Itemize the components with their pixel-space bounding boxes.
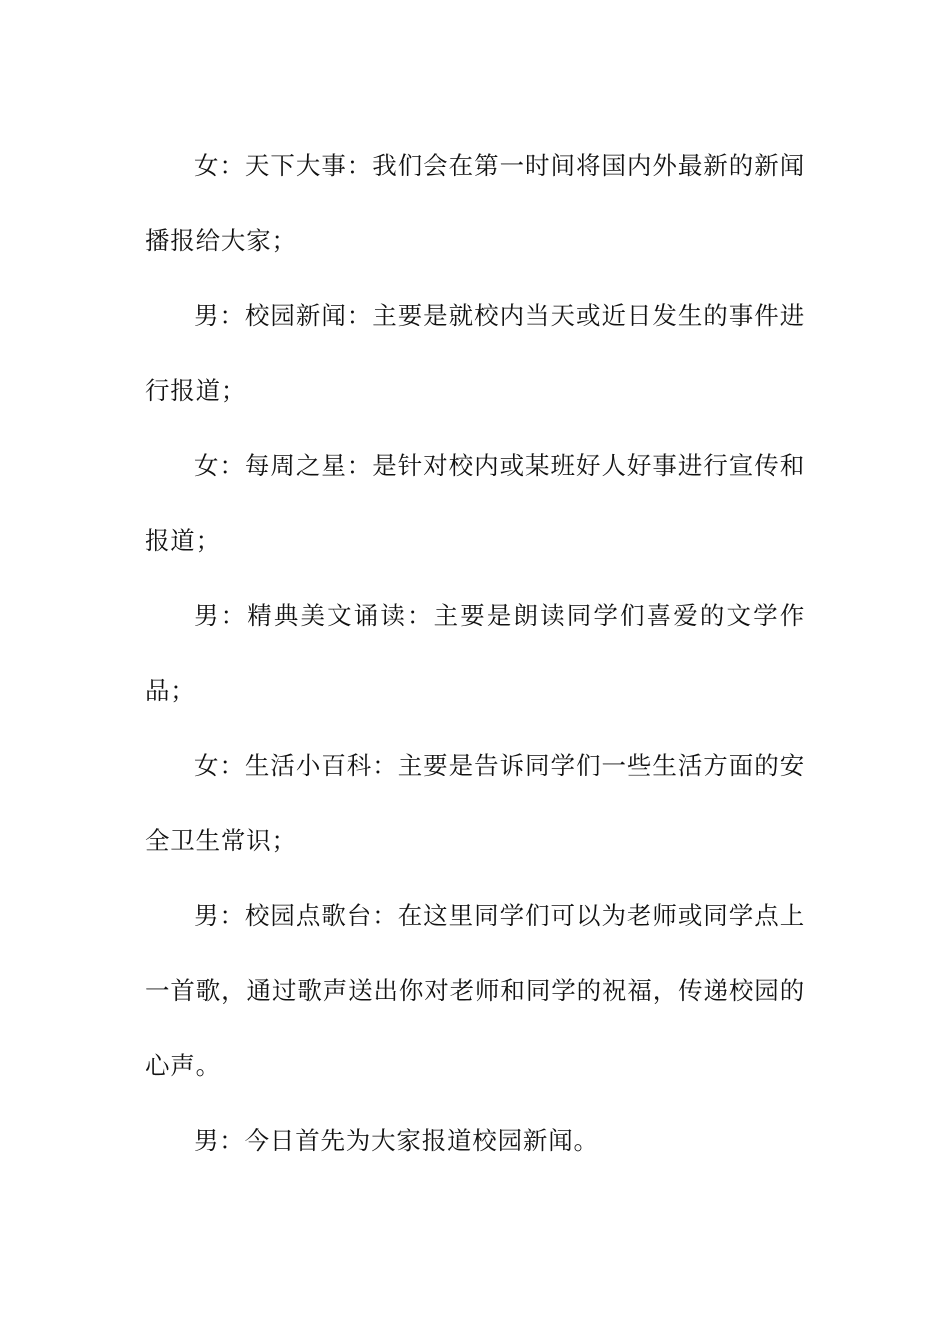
paragraph: 男：今日首先为大家报道校园新闻。 [194,1126,599,1155]
paragraph: 女：天下大事：我们会在第一时间将国内外最新的新闻播报给大家； [145,151,805,255]
document-body [145,128,805,1178]
paragraph: 男：校园新闻：主要是就校内当天或近日发生的事件进行报道； [145,301,805,405]
paragraph: 男：校园点歌台：在这里同学们可以为老师或同学点上一首歌，通过歌声送出你对老师和同学的祝福，传递校园的心声。 [145,901,805,1080]
paragraph: 女：每周之星：是针对校内或某班好人好事进行宣传和报道； [145,451,805,555]
paragraph: 女：生活小百科：主要是告诉同学们一些生活方面的安全卫生常识； [145,751,805,855]
paragraph: 男：精典美文诵读：主要是朗读同学们喜爱的文学作品； [145,601,805,705]
